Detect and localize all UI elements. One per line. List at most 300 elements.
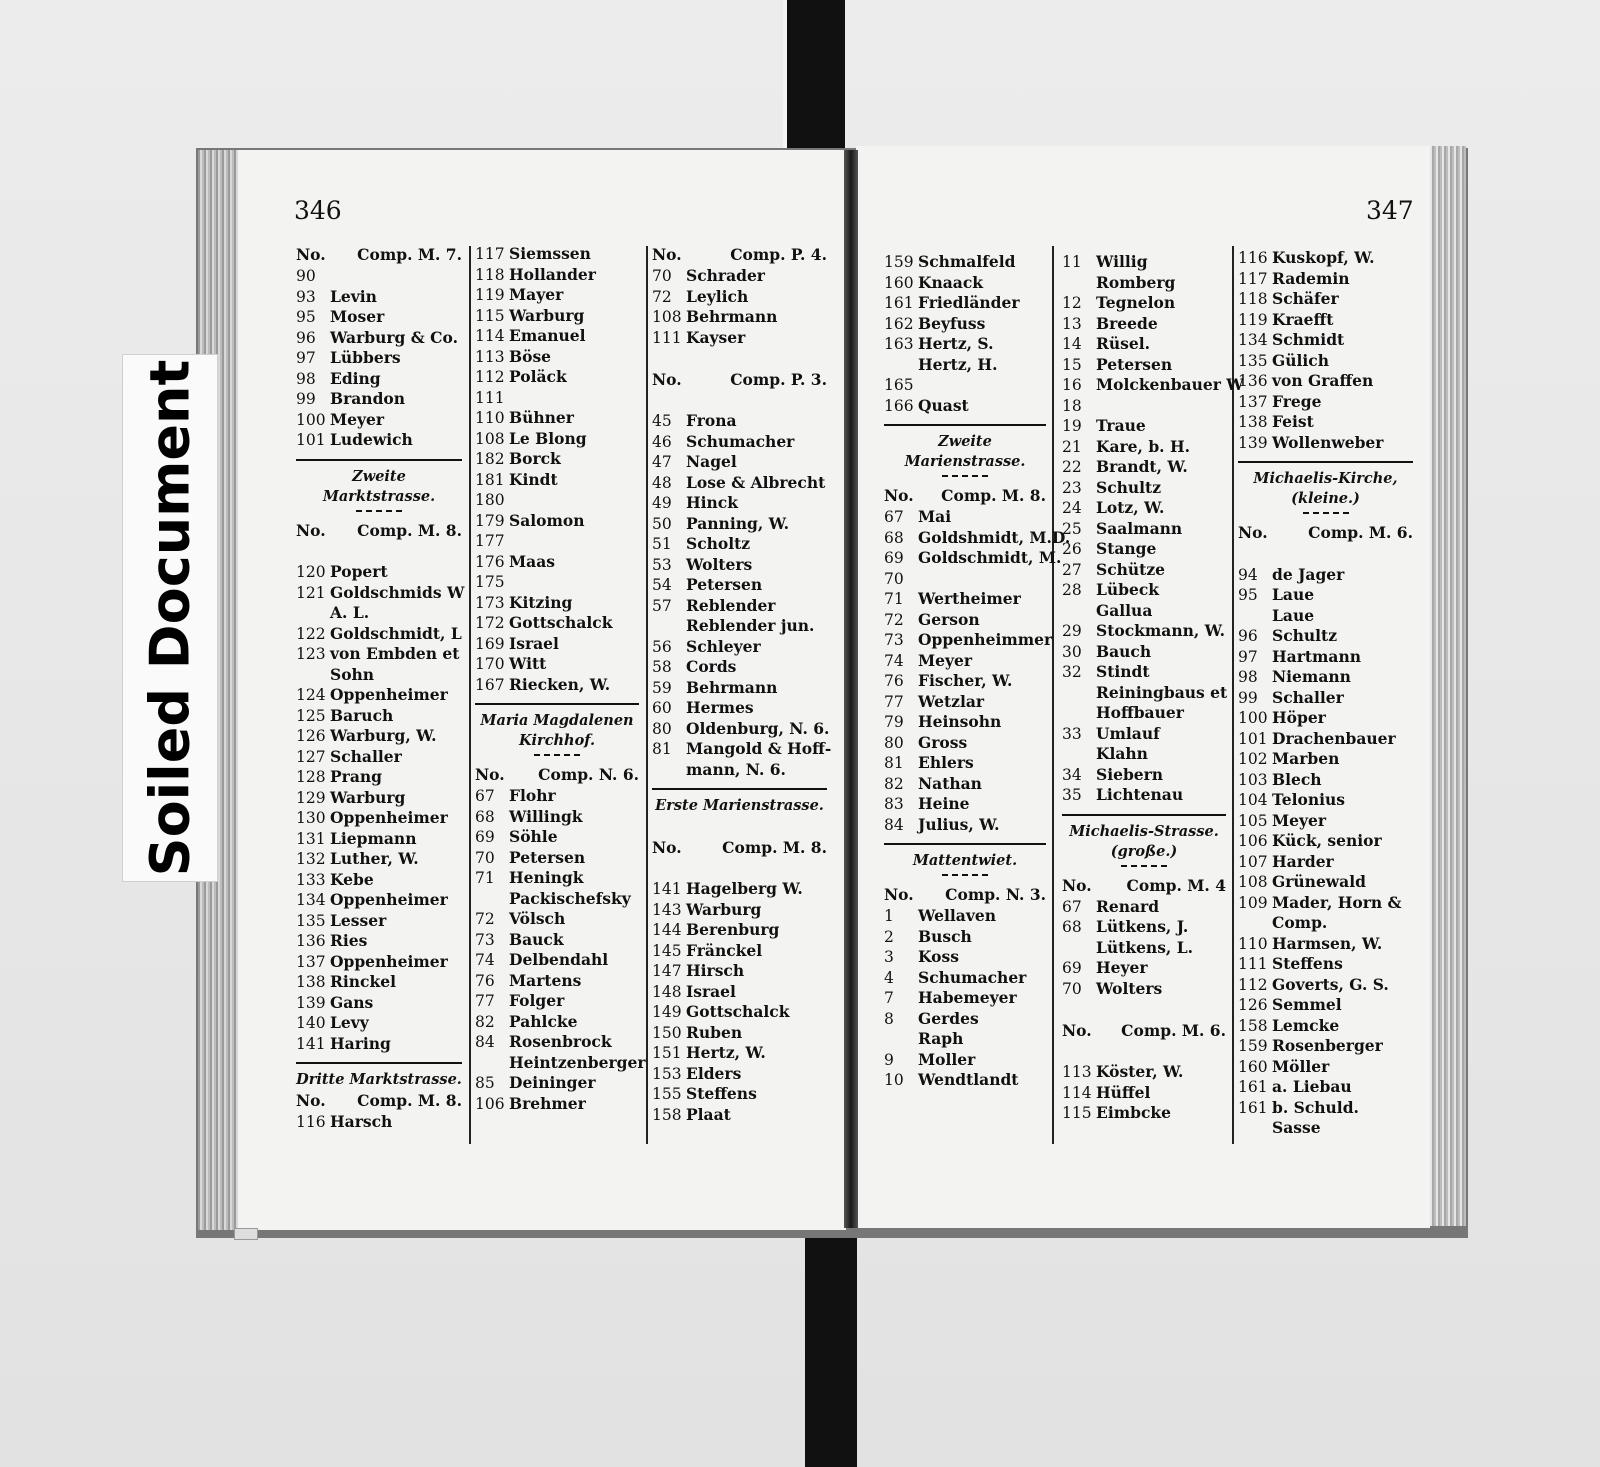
directory-entry xyxy=(884,753,1046,774)
directory-entry xyxy=(1238,872,1413,893)
resident-name: Telonius xyxy=(1272,790,1345,809)
resident-name: Julius, W. xyxy=(918,814,1000,834)
directory-entry xyxy=(652,698,827,719)
resident-name: Hertz, H. xyxy=(918,354,998,374)
resident-name: von Graffen xyxy=(1272,371,1374,390)
spacer xyxy=(652,816,827,837)
house-number: 104 xyxy=(1238,791,1268,809)
house-number: 99 xyxy=(1238,688,1258,707)
house-number: 19 xyxy=(1062,417,1082,435)
directory-entry xyxy=(296,747,462,768)
house-number: 90 xyxy=(296,267,316,285)
directory-column-6 xyxy=(1238,248,1413,1139)
directory-entry xyxy=(652,678,827,699)
house-number: 11 xyxy=(1062,253,1082,271)
house-number: 141 xyxy=(652,880,682,898)
directory-entry xyxy=(296,870,462,891)
directory-entry xyxy=(296,972,462,993)
house-number: 170 xyxy=(475,655,505,673)
street-heading: Kirchhof. xyxy=(518,732,596,749)
resident-name: Siemssen xyxy=(509,244,591,263)
resident-name: Kück, senior xyxy=(1272,831,1382,850)
resident-name: Köster, W. xyxy=(1096,1062,1184,1081)
directory-entry xyxy=(884,927,1046,948)
directory-entry xyxy=(1238,626,1413,647)
directory-entry xyxy=(652,1084,827,1105)
house-number: 172 xyxy=(475,614,505,632)
house-number: 136 xyxy=(296,932,326,950)
directory-entry xyxy=(1062,334,1226,355)
house-number: 72 xyxy=(475,910,495,928)
house-number: 82 xyxy=(475,1012,495,1031)
house-number: 126 xyxy=(296,727,326,745)
directory-entry-continuation xyxy=(1062,683,1226,704)
directory-entry xyxy=(1062,580,1226,601)
resident-name: Frona xyxy=(686,411,737,430)
spacer xyxy=(652,391,827,412)
resident-name: Eding xyxy=(330,368,381,388)
house-number: 101 xyxy=(296,431,326,449)
directory-entry xyxy=(1062,355,1226,376)
house-number: 46 xyxy=(652,432,672,451)
directory-entry xyxy=(884,507,1046,528)
resident-name: Israel xyxy=(686,981,736,1001)
resident-name: Meyer xyxy=(1272,810,1327,830)
resident-name: Höper xyxy=(1272,708,1326,727)
house-number: 2 xyxy=(884,927,894,946)
book-gutter xyxy=(844,150,858,1228)
resident-name: Brandon xyxy=(330,389,406,408)
spacer xyxy=(296,542,462,563)
resident-name: Levy xyxy=(330,1013,369,1032)
directory-entry xyxy=(475,807,639,828)
directory-entry xyxy=(1062,498,1226,519)
directory-entry-continuation xyxy=(475,1052,646,1074)
house-number: 71 xyxy=(475,869,495,887)
street-heading: Dritte Marktstrasse. xyxy=(296,1071,462,1088)
resident-name: Luther, W. xyxy=(330,849,419,868)
directory-entry xyxy=(296,808,462,829)
house-number: 7 xyxy=(884,989,894,1007)
directory-entry xyxy=(1238,975,1413,996)
resident-name: Goldschmidt, M. xyxy=(918,548,1062,567)
house-number: 163 xyxy=(884,335,914,353)
house-number: 159 xyxy=(1238,1037,1268,1055)
resident-name: Reiningbaus et xyxy=(1096,682,1228,702)
directory-entry xyxy=(884,988,1046,1009)
house-number: 116 xyxy=(1238,249,1268,267)
house-number: 18 xyxy=(1062,396,1082,415)
directory-entry xyxy=(884,314,1046,335)
resident-name: Maas xyxy=(509,551,555,571)
directory-entry xyxy=(475,470,639,491)
house-number: 112 xyxy=(475,368,505,386)
house-number: 97 xyxy=(296,349,316,367)
house-number: 108 xyxy=(1238,873,1268,891)
house-number: 177 xyxy=(475,532,505,550)
column-divider xyxy=(1052,246,1054,1144)
directory-entry xyxy=(1062,437,1226,458)
resident-name: Poläck xyxy=(509,367,567,386)
house-number: 148 xyxy=(652,982,682,1001)
house-number: 134 xyxy=(1238,331,1268,349)
house-number: 134 xyxy=(296,891,326,909)
directory-entry xyxy=(1238,565,1413,586)
street-heading: Zweite Marktstrasse. xyxy=(322,467,436,505)
house-number: 130 xyxy=(296,809,326,827)
directory-entry xyxy=(652,1002,827,1023)
directory-entry xyxy=(1238,934,1413,955)
house-number: 115 xyxy=(475,306,505,325)
house-number: 123 xyxy=(296,645,326,663)
house-number: 106 xyxy=(1238,832,1268,850)
directory-entry xyxy=(1062,375,1244,396)
house-number: 138 xyxy=(296,973,326,991)
directory-entry xyxy=(1238,790,1413,811)
directory-entry xyxy=(884,293,1046,314)
directory-entry xyxy=(652,920,827,941)
house-number: 26 xyxy=(1062,540,1082,558)
header-no: No. xyxy=(296,245,326,264)
resident-name: Schmalfeld xyxy=(918,252,1016,271)
directory-entry xyxy=(296,369,462,390)
resident-name: Gross xyxy=(918,732,968,752)
resident-name: de Jager xyxy=(1272,564,1345,584)
street-heading: Zweite Marienstrasse. xyxy=(904,433,1026,470)
directory-entry xyxy=(884,569,1046,590)
house-number: 128 xyxy=(296,768,326,786)
resident-name: Stockmann, W. xyxy=(1096,621,1226,640)
resident-name: Riecken, W. xyxy=(509,674,611,694)
section-rule xyxy=(296,459,462,461)
house-number: 95 xyxy=(1238,586,1258,604)
resident-name: Molckenbauer W xyxy=(1096,375,1244,394)
resident-name: Popert xyxy=(330,562,388,581)
directory-entry-continuation xyxy=(652,616,827,637)
directory-entry xyxy=(652,900,827,921)
resident-name: Friedländer xyxy=(918,293,1020,312)
directory-entry xyxy=(652,452,827,473)
directory-entry xyxy=(652,534,827,555)
resident-name: Borck xyxy=(509,449,561,468)
house-number: 102 xyxy=(1238,750,1268,768)
directory-entry xyxy=(1238,248,1413,269)
resident-name: Fränckel xyxy=(686,940,763,960)
directory-entry xyxy=(1062,1062,1226,1083)
header-no: No. xyxy=(296,520,326,540)
resident-name: Wetzlar xyxy=(918,691,985,711)
house-number: 96 xyxy=(1238,627,1258,645)
house-number: 98 xyxy=(296,369,316,388)
directory-entry-continuation xyxy=(884,355,1046,376)
directory-entry xyxy=(296,307,462,328)
header-company: Comp. N. 6. xyxy=(538,765,639,784)
house-number: 108 xyxy=(475,429,505,448)
resident-name: Ruben xyxy=(686,1022,743,1042)
resident-name: Quast xyxy=(918,395,969,415)
house-number: 110 xyxy=(475,409,505,427)
section-column-header xyxy=(884,884,1046,906)
directory-entry xyxy=(475,1073,639,1094)
house-number: 27 xyxy=(1062,560,1082,579)
resident-name: Witt xyxy=(509,654,547,673)
resident-name: Drachenbauer xyxy=(1272,728,1396,748)
heading-ornament xyxy=(942,874,988,876)
directory-entry xyxy=(652,287,827,308)
house-number: 141 xyxy=(296,1034,326,1053)
directory-entry xyxy=(475,552,639,573)
directory-entry-continuation xyxy=(1062,273,1226,294)
resident-name: Martens xyxy=(509,970,582,990)
directory-entry xyxy=(884,396,1046,417)
resident-name: Siebern xyxy=(1096,764,1164,784)
house-number: 69 xyxy=(884,549,904,567)
directory-entry xyxy=(884,630,1053,651)
resident-name: Ludewich xyxy=(330,430,413,449)
house-number: 95 xyxy=(296,308,316,326)
section-column-header xyxy=(296,244,462,266)
resident-name: Nagel xyxy=(686,452,737,471)
directory-entry xyxy=(296,1013,462,1034)
header-company: Comp. M. 8. xyxy=(357,1091,462,1110)
house-number: 25 xyxy=(1062,519,1082,538)
directory-column-5 xyxy=(1062,252,1244,1124)
resident-name: a. Liebau xyxy=(1272,1077,1352,1096)
house-number: 111 xyxy=(475,388,505,407)
resident-name: Wertheimer xyxy=(918,589,1021,608)
resident-name: Flohr xyxy=(509,786,556,805)
page-edges-right xyxy=(1428,146,1466,1226)
house-number: 71 xyxy=(884,590,904,608)
directory-entry xyxy=(1238,1036,1413,1057)
directory-entry xyxy=(884,1050,1046,1071)
resident-name: Meyer xyxy=(918,650,973,670)
house-number: 114 xyxy=(1062,1083,1092,1102)
directory-entry xyxy=(475,511,639,532)
resident-name: Wellaven xyxy=(918,906,996,925)
directory-entry xyxy=(1238,954,1413,975)
resident-name: Hermes xyxy=(686,698,754,717)
resident-name: A. L. xyxy=(330,603,370,622)
house-number: 143 xyxy=(652,900,682,919)
house-number: 161 xyxy=(884,294,914,312)
house-number: 32 xyxy=(1062,663,1082,681)
resident-name: Saalmann xyxy=(1096,518,1183,538)
house-number: 96 xyxy=(296,328,316,347)
header-no: No. xyxy=(1062,875,1092,895)
directory-entry xyxy=(652,307,827,328)
directory-entry xyxy=(652,961,827,982)
section-column-header xyxy=(1062,1020,1226,1042)
house-number: 105 xyxy=(1238,811,1268,830)
house-number: 14 xyxy=(1062,335,1082,353)
resident-name: Rademin xyxy=(1272,268,1350,288)
house-number: 132 xyxy=(296,850,326,868)
house-number: 47 xyxy=(652,453,672,471)
section-column-header xyxy=(652,837,827,859)
house-number: 8 xyxy=(884,1009,894,1028)
header-company: Comp. P. 3. xyxy=(730,369,827,389)
resident-name: Schäfer xyxy=(1272,289,1339,308)
resident-name: Sasse xyxy=(1272,1118,1321,1137)
resident-name: Moller xyxy=(918,1049,976,1069)
directory-entry xyxy=(884,589,1046,610)
house-number: 116 xyxy=(296,1113,326,1131)
resident-name: Hartmann xyxy=(1272,646,1361,666)
directory-entry xyxy=(652,879,827,900)
directory-entry xyxy=(475,909,639,930)
resident-name: Brandt, W. xyxy=(1096,457,1188,476)
directory-entry xyxy=(296,890,462,911)
directory-entry xyxy=(1238,749,1413,770)
resident-name: Bauch xyxy=(1096,641,1152,661)
resident-name: Scholtz xyxy=(686,534,751,553)
directory-entry xyxy=(884,794,1046,815)
house-number: 100 xyxy=(1238,709,1268,727)
house-number: 115 xyxy=(1062,1104,1092,1122)
house-number: 30 xyxy=(1062,642,1082,661)
resident-name: Rosenberger xyxy=(1272,1036,1383,1055)
house-number: 60 xyxy=(652,699,672,717)
resident-name: Frege xyxy=(1272,391,1322,411)
directory-entry xyxy=(1238,1057,1413,1078)
resident-name: Heyer xyxy=(1096,958,1148,977)
house-number: 159 xyxy=(884,253,914,271)
resident-name: Schultz xyxy=(1272,626,1338,645)
directory-entry xyxy=(475,654,639,675)
resident-name: Cords xyxy=(686,657,737,676)
house-number: 53 xyxy=(652,555,672,574)
directory-entry xyxy=(296,410,462,431)
house-number: 113 xyxy=(1062,1063,1092,1081)
house-number: 56 xyxy=(652,637,672,656)
house-number: 111 xyxy=(1238,955,1268,973)
house-number: 93 xyxy=(296,287,316,306)
directory-entry-continuation xyxy=(884,1029,1046,1050)
resident-name: Haring xyxy=(330,1033,391,1053)
directory-entry xyxy=(652,266,827,287)
house-number: 72 xyxy=(884,610,904,629)
directory-entry xyxy=(884,527,1071,549)
directory-entry xyxy=(1238,310,1413,331)
directory-entry xyxy=(652,555,827,576)
house-number: 57 xyxy=(652,596,672,615)
directory-entry xyxy=(475,347,639,368)
resident-name: Folger xyxy=(509,991,565,1010)
directory-entry xyxy=(652,493,827,514)
resident-name: b. Schuld. xyxy=(1272,1097,1359,1117)
directory-entry xyxy=(1062,642,1226,663)
directory-entry xyxy=(652,328,827,349)
resident-name: Semmel xyxy=(1272,995,1342,1014)
directory-entry xyxy=(475,868,639,889)
house-number: 147 xyxy=(652,962,682,980)
directory-entry xyxy=(1062,724,1226,745)
resident-name: Völsch xyxy=(509,909,566,928)
directory-entry xyxy=(1062,478,1226,499)
resident-name: Habemeyer xyxy=(918,988,1017,1007)
resident-name: Bauck xyxy=(509,929,564,949)
header-no: No. xyxy=(652,245,682,264)
directory-entry xyxy=(1062,560,1226,581)
header-company: Comp. M. 6. xyxy=(1308,523,1413,542)
resident-name: Hüffel xyxy=(1096,1082,1151,1102)
resident-name: Oppenheimmer xyxy=(918,630,1053,649)
directory-entry xyxy=(652,941,827,962)
resident-name: Niemann xyxy=(1272,667,1351,686)
house-number: 181 xyxy=(475,470,505,489)
section-rule xyxy=(1238,461,1413,463)
directory-entry-continuation xyxy=(1062,938,1226,959)
house-number: 129 xyxy=(296,788,326,807)
directory-entry xyxy=(475,367,639,388)
resident-name: Kuskopf, W. xyxy=(1272,248,1375,267)
resident-name: Möller xyxy=(1272,1056,1330,1076)
directory-entry xyxy=(296,849,462,870)
house-number: 81 xyxy=(884,754,904,772)
house-number: 58 xyxy=(652,658,672,676)
resident-name: Warburg, W. xyxy=(330,726,437,745)
directory-entry xyxy=(475,613,639,634)
resident-name: Hirsch xyxy=(686,961,745,980)
directory-entry xyxy=(475,1094,639,1115)
resident-name: Berenburg xyxy=(686,920,780,939)
header-no: No. xyxy=(652,369,682,389)
resident-name: Behrmann xyxy=(686,307,778,326)
directory-entry xyxy=(475,265,639,286)
resident-name: Romberg xyxy=(1096,272,1176,292)
directory-entry xyxy=(884,815,1046,836)
house-number: 74 xyxy=(884,651,904,670)
house-number: 111 xyxy=(652,328,682,347)
heading-ornament xyxy=(1303,512,1349,514)
house-number: 81 xyxy=(652,740,672,758)
resident-name: Knaack xyxy=(918,272,984,292)
directory-entry xyxy=(296,644,462,665)
directory-entry xyxy=(884,733,1046,754)
directory-entry xyxy=(1062,539,1226,560)
house-number: 176 xyxy=(475,552,505,571)
directory-entry xyxy=(1062,958,1226,979)
directory-entry xyxy=(884,906,1046,927)
house-number: 51 xyxy=(652,535,672,553)
directory-entry xyxy=(296,788,462,809)
resident-name: Schaller xyxy=(1272,687,1344,707)
house-number: 108 xyxy=(652,308,682,326)
directory-entry xyxy=(652,1064,827,1085)
house-number: 180 xyxy=(475,491,505,509)
directory-entry xyxy=(296,706,462,727)
directory-entry xyxy=(1238,392,1413,413)
house-number: 68 xyxy=(1062,918,1082,936)
directory-entry xyxy=(1238,708,1413,729)
house-number: 21 xyxy=(1062,437,1082,456)
directory-entry xyxy=(296,266,462,287)
directory-entry xyxy=(1238,371,1413,392)
house-number: 34 xyxy=(1062,765,1082,784)
resident-name: Goldshmidt, M.D. xyxy=(918,527,1071,547)
resident-name: Bühner xyxy=(509,408,574,427)
house-number: 85 xyxy=(475,1074,495,1092)
directory-entry xyxy=(652,575,827,596)
directory-entry xyxy=(296,931,462,952)
house-number: 124 xyxy=(296,686,326,704)
directory-entry xyxy=(1062,519,1226,540)
section-column-header xyxy=(652,369,827,391)
resident-name: Lichtenau xyxy=(1096,785,1184,804)
directory-entry xyxy=(652,1043,827,1064)
directory-entry xyxy=(652,718,830,740)
